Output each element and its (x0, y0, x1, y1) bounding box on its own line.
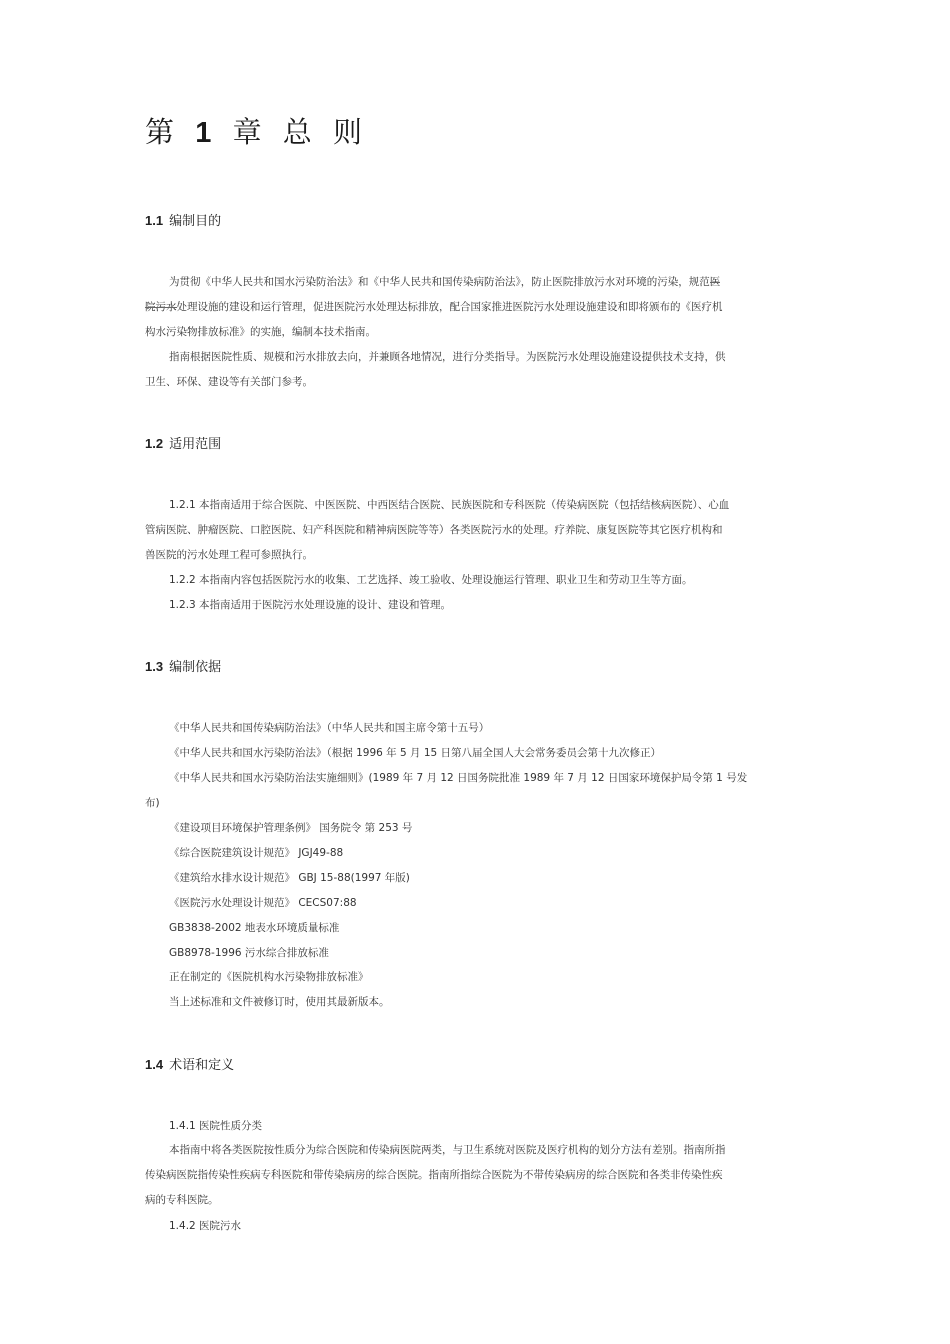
paragraph-line: 1.2.1 本指南适用于综合医院、中医医院、中西医结合医院、民族医院和专科医院（传染病医院（包括结核病医院）、心血 (169, 499, 730, 511)
paragraph-line: 本指南中将各类医院按性质分为综合医院和传染病医院两类，与卫生系统对医院及医疗机构的划分方法有差别。指南所指 (169, 1144, 726, 1156)
section-number: 1.3 (145, 659, 164, 674)
section-title: 适用范围 (169, 437, 222, 452)
paragraph-line: 病的专科医院。 (145, 1194, 219, 1206)
section-title: 术语和定义 (169, 1058, 235, 1073)
reference-item: 《医院污水处理设计规范》 CECS07:88 (169, 897, 357, 909)
subsection-heading: 1.4.2 医院污水 (169, 1220, 242, 1232)
section-title: 编制目的 (169, 214, 222, 229)
reference-item: 《建设项目环境保护管理条例》 国务院令 第 253 号 (169, 822, 413, 834)
paragraph-line: 指南根据医院性质、规模和污水排放去向，并兼顾各地情况，进行分类指导。为医院污水处理设施建设提供技术支持，供 (169, 351, 726, 363)
paragraph-line: 兽医院的污水处理工程可参照执行。 (145, 549, 313, 561)
section-number: 1.4 (145, 1057, 164, 1072)
reference-note: 当上述标准和文件被修订时，使用其最新版本。 (169, 996, 390, 1008)
section-heading-1-3 (145, 656, 221, 675)
reference-item: 《中华人民共和国水污染防治法实施细则》(1989 年 7 月 12 日国务院批准 1989 年 7 月 12 日国家环境保护局令第 1 号发 (169, 772, 748, 784)
reference-item: 《综合医院建筑设计规范》 JGJ49-88 (169, 847, 344, 859)
section-number: 1.2 (145, 436, 164, 451)
paragraph-line: 1.2.2 本指南内容包括医院污水的收集、工艺选择、竣工验收、处理设施运行管理、职业卫生和劳动卫生等方面。 (169, 574, 693, 586)
reference-item: 《中华人民共和国水污染防治法》（根据 1996 年 5 月 15 日第八届全国人大会常务委员会第十九次修正） (169, 747, 662, 759)
chapter-title (145, 110, 368, 151)
reference-item-cont: 布) (145, 797, 160, 809)
reference-item: GB3838-2002 地表水环境质量标准 (169, 922, 340, 934)
chapter-prefix: 第 (145, 115, 181, 149)
paragraph-line: 传染病医院指传染性疾病专科医院和带传染病房的综合医院。指南所指综合医院为不带传染病房的综合医院和各类非传染性疾 (145, 1169, 723, 1181)
paragraph-line: 构水污染物排放标准》的实施，编制本技术指南。 (145, 326, 376, 338)
section-number: 1.1 (145, 213, 164, 228)
paragraph-line: 1.2.3 本指南适用于医院污水处理设施的设计、建设和管理。 (169, 599, 452, 611)
chapter-name: 章 总 则 (232, 115, 369, 149)
section-heading-1-4 (145, 1054, 234, 1073)
struck-text: 医 (709, 276, 721, 288)
struck-text: 院污水 (145, 301, 177, 313)
paragraph-line: 院污水处理设施的建设和运行管理，促进医院污水处理达标排放，配合国家推进医院污水处理设施建设和即将颁布的《医疗机 (145, 301, 723, 313)
reference-item: 《建筑给水排水设计规范》 GBJ 15-88(1997 年版) (169, 872, 410, 884)
reference-item: 《中华人民共和国传染病防治法》（中华人民共和国主席令第十五号） (169, 722, 490, 734)
paragraph-line: 管病医院、肿瘤医院、口腔医院、妇产科医院和精神病医院等等）各类医院污水的处理。疗养院、康复医院等其它医疗机构和 (145, 524, 723, 536)
reference-item: 正在制定的《医院机构水污染物排放标准》 (169, 971, 369, 983)
paragraph-line: 卫生、环保、建设等有关部门参考。 (145, 376, 313, 388)
subsection-heading: 1.4.1 医院性质分类 (169, 1120, 263, 1132)
section-heading-1-1 (145, 210, 221, 229)
paragraph-line: 为贯彻《中华人民共和国水污染防治法》和《中华人民共和国传染病防治法》，防止医院排放污水对环境的污染，规范医 (169, 276, 721, 288)
reference-item: GB8978-1996 污水综合排放标准 (169, 947, 329, 959)
section-heading-1-2 (145, 433, 221, 452)
section-title: 编制依据 (169, 660, 222, 675)
chapter-number: 1 (195, 117, 218, 149)
